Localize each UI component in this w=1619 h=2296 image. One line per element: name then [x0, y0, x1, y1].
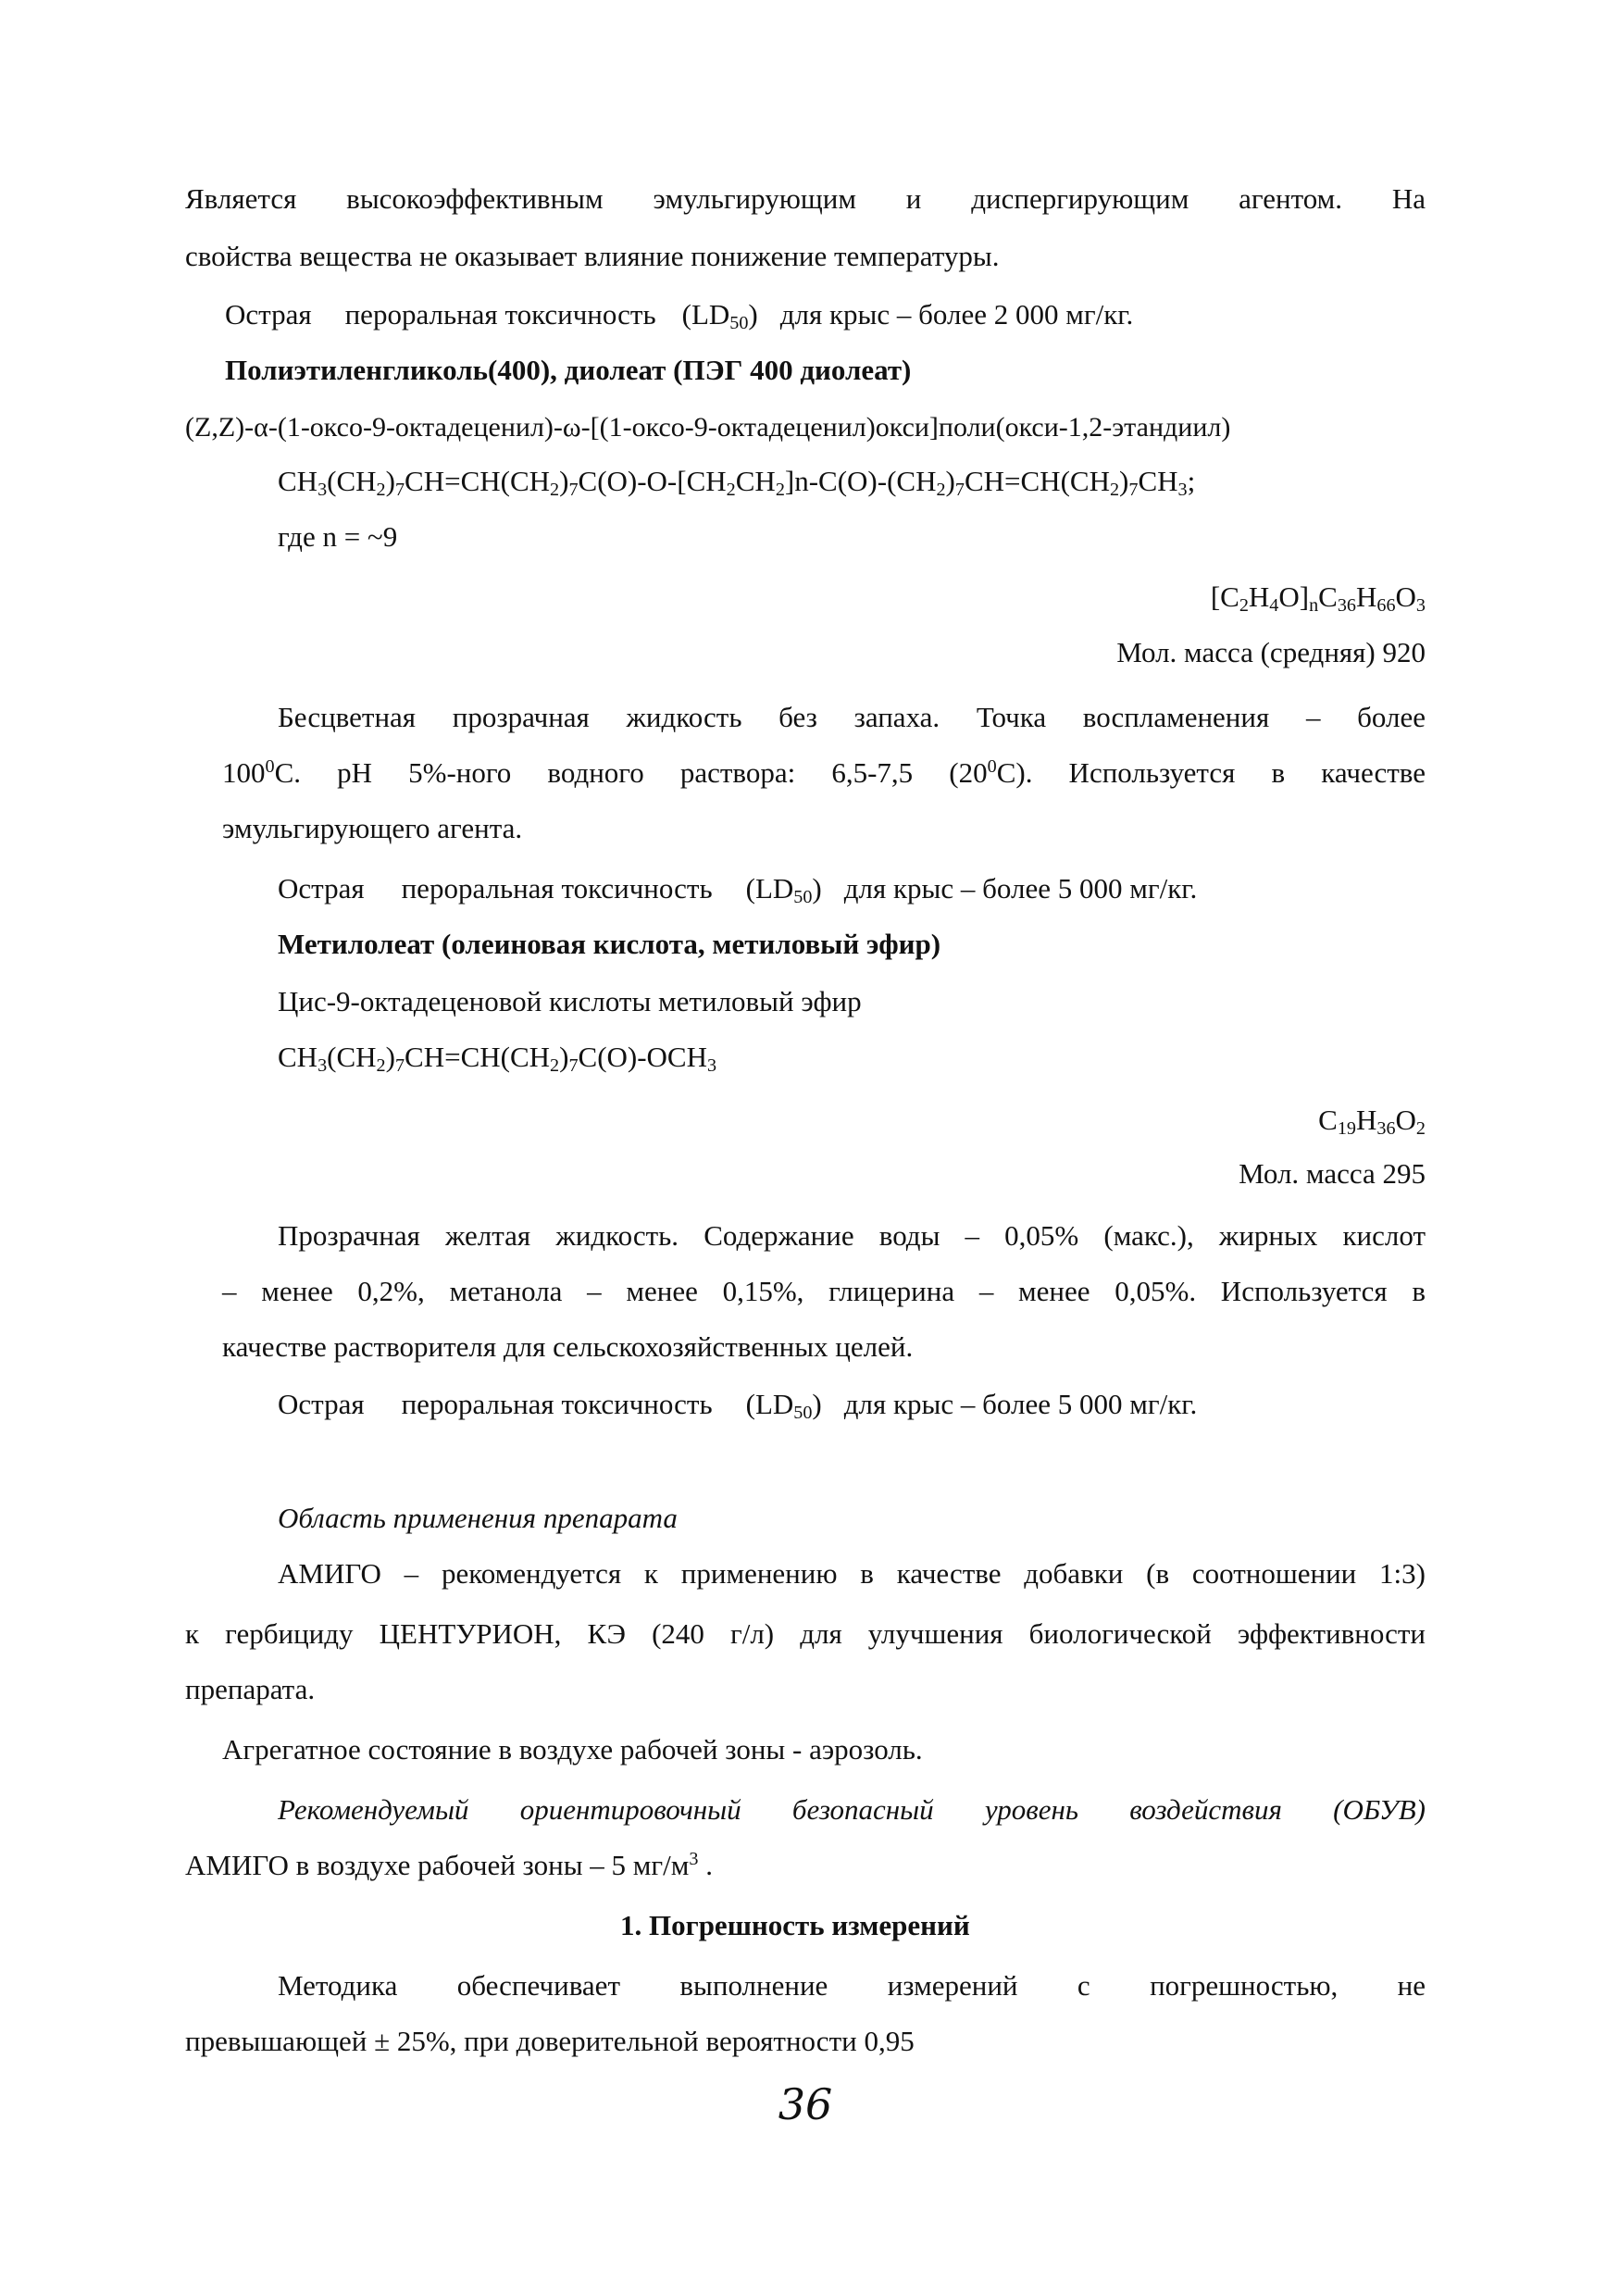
- tox2-label: Острая: [278, 872, 365, 905]
- para2-line3: эмульгирующего агента.: [222, 812, 523, 844]
- aggregate-state: Агрегатное состояние в воздухе рабочей зоны - аэрозоль.: [222, 1733, 923, 1766]
- para2-line2: $100^0С$. pH 5%-ного водного раствора: 6,5-7,5 $(20^0С)$. Используется в качестве: [222, 755, 1426, 789]
- tox1-ld: $(LD_{50})$: [681, 298, 758, 334]
- tox3-value: для крыс – более 5 000 мг/кг.: [843, 1388, 1198, 1420]
- toxicity-line-3: [278, 1386, 1197, 1423]
- tox2-desc: пероральная токсичность: [401, 872, 713, 905]
- peg-molecular-mass: Мол. масса (средняя) 920: [1116, 636, 1426, 668]
- peg-title: Полиэтиленгликоль(400), диолеат (ПЭГ 400 диолеат): [225, 354, 912, 386]
- section-1-line2: превышающей ± 25%, при доверительной вероятности 0,95: [185, 2025, 915, 2057]
- peg-structural-formula: $CH_3(CH_2)_7CH=CH(CH_2)_7C(O)-O-[CH_2CH_2]n-C(O)-(CH_2)_7CH=CH(CH_2)_7CH_3$;: [278, 465, 1196, 501]
- para3-line2: – менее 0,2%, метанола – менее 0,15%, глицерина – менее 0,05%. Используется в: [222, 1275, 1426, 1307]
- tox3-ld: $(LD_{50})$: [745, 1388, 822, 1424]
- scope-line1: АМИГО – рекомендуется к применению в качестве добавки (в соотношении 1:3): [278, 1557, 1426, 1590]
- obuv-line1: Рекомендуемый ориентировочный безопасный уровень воздействия (ОБУВ): [278, 1793, 1426, 1826]
- tox3-desc: пероральная токсичность: [401, 1388, 713, 1420]
- toxicity-line-1: [225, 296, 1133, 333]
- methyl-oleate-molecular-mass: Мол. масса 295: [1239, 1157, 1426, 1190]
- tox3-label: Острая: [278, 1388, 365, 1420]
- tox2-ld: $(LD_{50})$: [745, 872, 822, 908]
- page-number: 36: [778, 2079, 833, 2129]
- peg-iupac-name: (Z,Z)-α-(1-оксо-9-октадеценил)-ω-[(1-оксо-9-октадеценил)окси]поли(окси-1,2-этандиил): [185, 412, 1231, 443]
- para1-line1: Является высокоэффективным эмульгирующим и диспергирующим агентом. На: [185, 182, 1426, 215]
- scope-line3: препарата.: [185, 1673, 316, 1705]
- peg-where-n: где n = ~9: [278, 520, 398, 553]
- methyl-oleate-title: Метилолеат (олеиновая кислота, метиловый эфир): [278, 928, 941, 960]
- section-1-heading: 1. Погрешность измерений: [620, 1909, 970, 1941]
- tox1-desc: пероральная токсичность: [344, 298, 656, 331]
- para3-line3: качестве растворителя для сельскохозяйственных целей.: [222, 1330, 914, 1363]
- tox1-label: Острая: [225, 298, 312, 331]
- section-1-line1: Методика обеспечивает выполнение измерений с погрешностью, не: [278, 1969, 1426, 2002]
- scope-heading: Область применения препарата: [278, 1502, 678, 1534]
- methyl-oleate-name: Цис-9-октадеценовой кислоты метиловый эфир: [278, 985, 862, 1017]
- obuv-line2: АМИГО в воздухе рабочей зоны – 5 $мг/м^3$ .: [185, 1848, 713, 1881]
- methyl-oleate-formula: $CH_3(CH_2)_7CH=CH(CH_2)_7C(O)-OCH_3$: [278, 1041, 717, 1077]
- scope-line2: к гербициду ЦЕНТУРИОН, КЭ (240 г/л) для улучшения биологической эффективности: [185, 1617, 1426, 1650]
- peg-gross-formula: $[C_2H_4O]_nC_{36}H_{66}O_3$: [1210, 580, 1426, 617]
- tox1-value: для крыс – более 2 000 мг/кг.: [779, 298, 1134, 331]
- methyl-oleate-gross-formula: $C_{19}H_{36}O_2$: [1318, 1104, 1426, 1140]
- toxicity-line-2: [278, 870, 1197, 907]
- para1-line2: свойства вещества не оказывает влияние понижение температуры.: [185, 240, 1000, 272]
- para3-line1: Прозрачная желтая жидкость. Содержание воды – 0,05% (макс.), жирных кислот: [278, 1219, 1426, 1252]
- tox2-value: для крыс – более 5 000 мг/кг.: [843, 872, 1198, 905]
- para2-line1: Бесцветная прозрачная жидкость без запаха. Точка воспламенения – более: [278, 701, 1426, 733]
